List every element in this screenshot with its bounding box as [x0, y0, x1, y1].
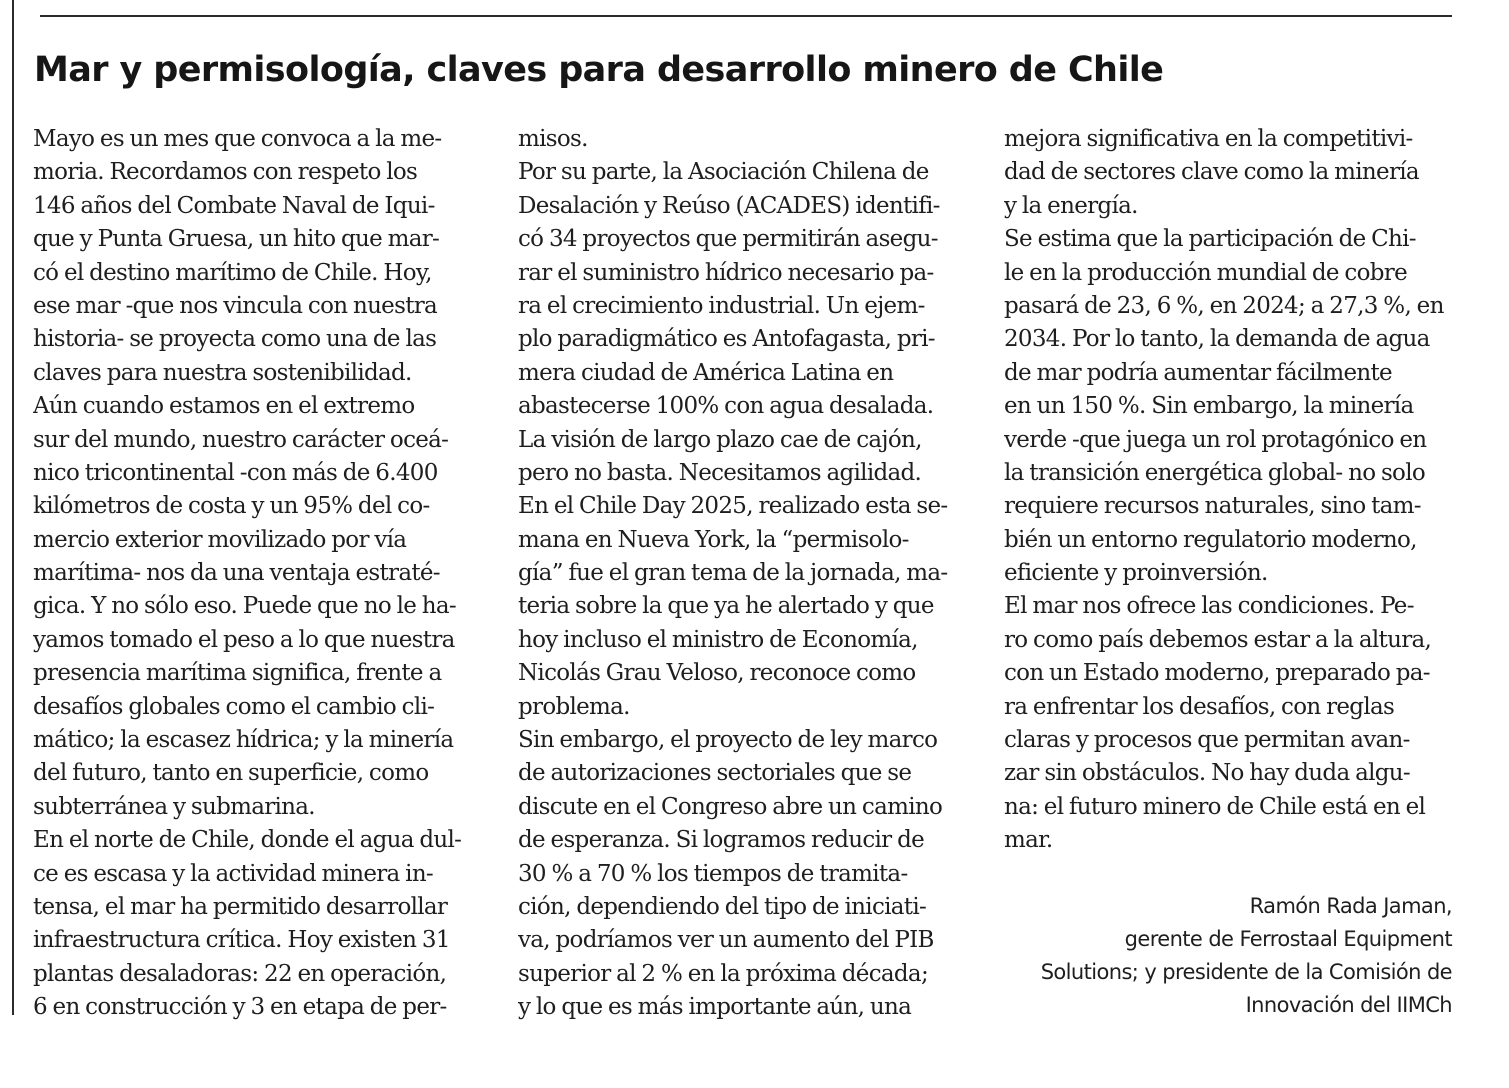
body-text-line: 146 años del Combate Naval de Iqui-	[33, 192, 435, 219]
body-text-line: ción, dependiendo del tipo de iniciati-	[518, 893, 927, 920]
body-text-line: Aún cuando estamos en el extremo	[33, 393, 415, 420]
body-text-line: ra el crecimiento industrial. Un ejem-	[518, 292, 925, 319]
body-text-line: bién un entorno regulatorio moderno,	[1004, 526, 1417, 553]
body-text-line: va, podríamos ver un aumento del PIB	[518, 927, 934, 954]
body-text-line: presencia marítima significa, frente a	[33, 660, 442, 687]
body-text-line: mar.	[1004, 827, 1053, 854]
top-divider-rule	[40, 15, 1452, 17]
body-text-line: plo paradigmático es Antofagasta, pri-	[518, 326, 935, 353]
body-text-line: plantas desaladoras: 22 en operación,	[33, 960, 447, 987]
body-text-line: que y Punta Gruesa, un hito que mar-	[33, 226, 440, 253]
body-text-line: El mar nos ofrece las condiciones. Pe-	[1004, 593, 1414, 620]
body-text-line: hoy incluso el ministro de Economía,	[518, 626, 918, 653]
body-text-line: verde -que juega un rol protagónico en	[1004, 426, 1427, 453]
body-text-line: kilómetros de costa y un 95% del co-	[33, 493, 430, 520]
body-text-line: problema.	[518, 693, 630, 720]
body-text-line: 30 % a 70 % los tiempos de tramita-	[518, 860, 908, 887]
body-text-line: marítima- nos da una ventaja estraté-	[33, 560, 440, 587]
body-text-line: infraestructura crítica. Hoy existen 31	[33, 927, 450, 954]
body-text-line: tensa, el mar ha permitido desarrollar	[33, 893, 448, 920]
body-text-line: 6 en construcción y 3 en etapa de per-	[33, 994, 447, 1021]
body-text-line: misos.	[518, 126, 588, 152]
body-text-line: Mayo es un mes que convoca a la me-	[33, 126, 442, 152]
body-text-line: nico tricontinental -con más de 6.400	[33, 459, 438, 486]
body-text-line: en un 150 %. Sin embargo, la minería	[1004, 393, 1414, 420]
body-text-line: En el norte de Chile, donde el agua dul-	[33, 827, 462, 854]
body-text-line: de mar podría aumentar fácilmente	[1004, 359, 1392, 386]
body-text-line: y la energía.	[1004, 192, 1138, 219]
body-text-line: Por su parte, la Asociación Chilena de	[518, 159, 929, 186]
body-text-line: pero no basta. Necesitamos agilidad.	[518, 459, 922, 486]
body-text-line: gía” fue el gran tema de la jornada, ma-	[518, 560, 948, 587]
article-headline: Mar y permisología, claves para desarrollo minero de Chile	[34, 50, 1164, 90]
body-text-line: La visión de largo plazo cae de cajón,	[518, 426, 922, 453]
body-text-line: historia- se proyecta como una de las	[33, 326, 437, 353]
body-text-line: ce es escasa y la actividad minera in-	[33, 860, 434, 887]
body-text-line: claves para nuestra sostenibilidad.	[33, 359, 412, 386]
body-text-line: abastecerse 100% con agua desalada.	[518, 393, 934, 420]
body-text-line: le en la producción mundial de cobre	[1004, 259, 1407, 286]
body-text-line: claras y procesos que permitan avan-	[1004, 727, 1410, 754]
body-text-line: de autorizaciones sectoriales que se	[518, 760, 912, 787]
body-text-line: con un Estado moderno, preparado pa-	[1004, 660, 1430, 687]
body-text-line: mercio exterior movilizado por vía	[33, 526, 407, 553]
body-text-line: del futuro, tanto en superficie, como	[33, 760, 429, 787]
article-column-1	[33, 123, 485, 1025]
body-text-line: y lo que es más importante aún, una	[518, 994, 912, 1021]
body-text-line: mana en Nueva York, la “permisolo-	[518, 526, 909, 553]
author-signature	[1041, 890, 1452, 1022]
body-text-line: có 34 proyectos que permitirán asegu-	[518, 226, 938, 253]
body-text-line: Sin embargo, el proyecto de ley marco	[518, 727, 938, 754]
body-text-line: pasará de 23, 6 %, en 2024; a 27,3 %, en	[1004, 292, 1444, 319]
body-text-line: subterránea y submarina.	[33, 793, 315, 820]
body-text-line: gica. Y no sólo eso. Puede que no le ha-	[33, 593, 456, 620]
body-text-line: eficiente y proinversión.	[1004, 560, 1268, 587]
body-text-line: rar el suministro hídrico necesario pa-	[518, 259, 934, 286]
signature-line: gerente de Ferrostaal Equipment	[1124, 927, 1452, 951]
body-text-line: na: el futuro minero de Chile está en el	[1004, 793, 1426, 820]
body-text-line: desafíos globales como el cambio cli-	[33, 693, 435, 720]
body-text-line: sur del mundo, nuestro carácter oceá-	[33, 426, 449, 453]
body-text-line: mera ciudad de América Latina en	[518, 359, 894, 386]
signature-line: Solutions; y presidente de la Comisión de	[1040, 960, 1452, 984]
signature-line: Ramón Rada Jaman,	[1249, 894, 1452, 918]
left-column-rule	[12, 0, 14, 1015]
body-text-line: ro como país debemos estar a la altura,	[1004, 626, 1432, 653]
body-text-line: Se estima que la participación de Chi-	[1004, 226, 1416, 253]
signature-line: Innovación del IIMCh	[1245, 993, 1452, 1017]
body-text-line: 2034. Por lo tanto, la demanda de agua	[1004, 326, 1430, 353]
body-text-line: moria. Recordamos con respeto los	[33, 159, 418, 186]
body-text-line: teria sobre la que ya he alertado y que	[518, 593, 934, 620]
body-text-line: zar sin obstáculos. No hay duda algu-	[1004, 760, 1410, 787]
body-text-line: yamos tomado el peso a lo que nuestra	[33, 626, 455, 653]
body-text-line: En el Chile Day 2025, realizado esta se-	[518, 493, 948, 520]
body-text-line: mejora significativa en la competitivi-	[1004, 126, 1413, 152]
body-text-line: de esperanza. Si logramos reducir de	[518, 827, 925, 854]
body-text-line: Desalación y Reúso (ACADES) identifi-	[518, 192, 940, 219]
body-text-line: có el destino marítimo de Chile. Hoy,	[33, 259, 432, 286]
body-text-line: discute en el Congreso abre un camino	[518, 793, 943, 820]
body-text-line: ra enfrentar los desafíos, con reglas	[1004, 693, 1395, 720]
body-text-line: la transición energética global- no solo	[1004, 459, 1426, 486]
body-text-line: mático; la escasez hídrica; y la minería	[33, 727, 454, 754]
body-text-line: Nicolás Grau Veloso, reconoce como	[518, 660, 916, 687]
article-column-2	[518, 123, 970, 1025]
body-text-line: dad de sectores clave como la minería	[1004, 159, 1419, 186]
body-text-line: superior al 2 % en la próxima década;	[518, 960, 928, 987]
body-text-line: ese mar -que nos vincula con nuestra	[33, 292, 438, 319]
body-text-line: requiere recursos naturales, sino tam-	[1004, 493, 1421, 520]
article-column-3	[1004, 123, 1454, 858]
